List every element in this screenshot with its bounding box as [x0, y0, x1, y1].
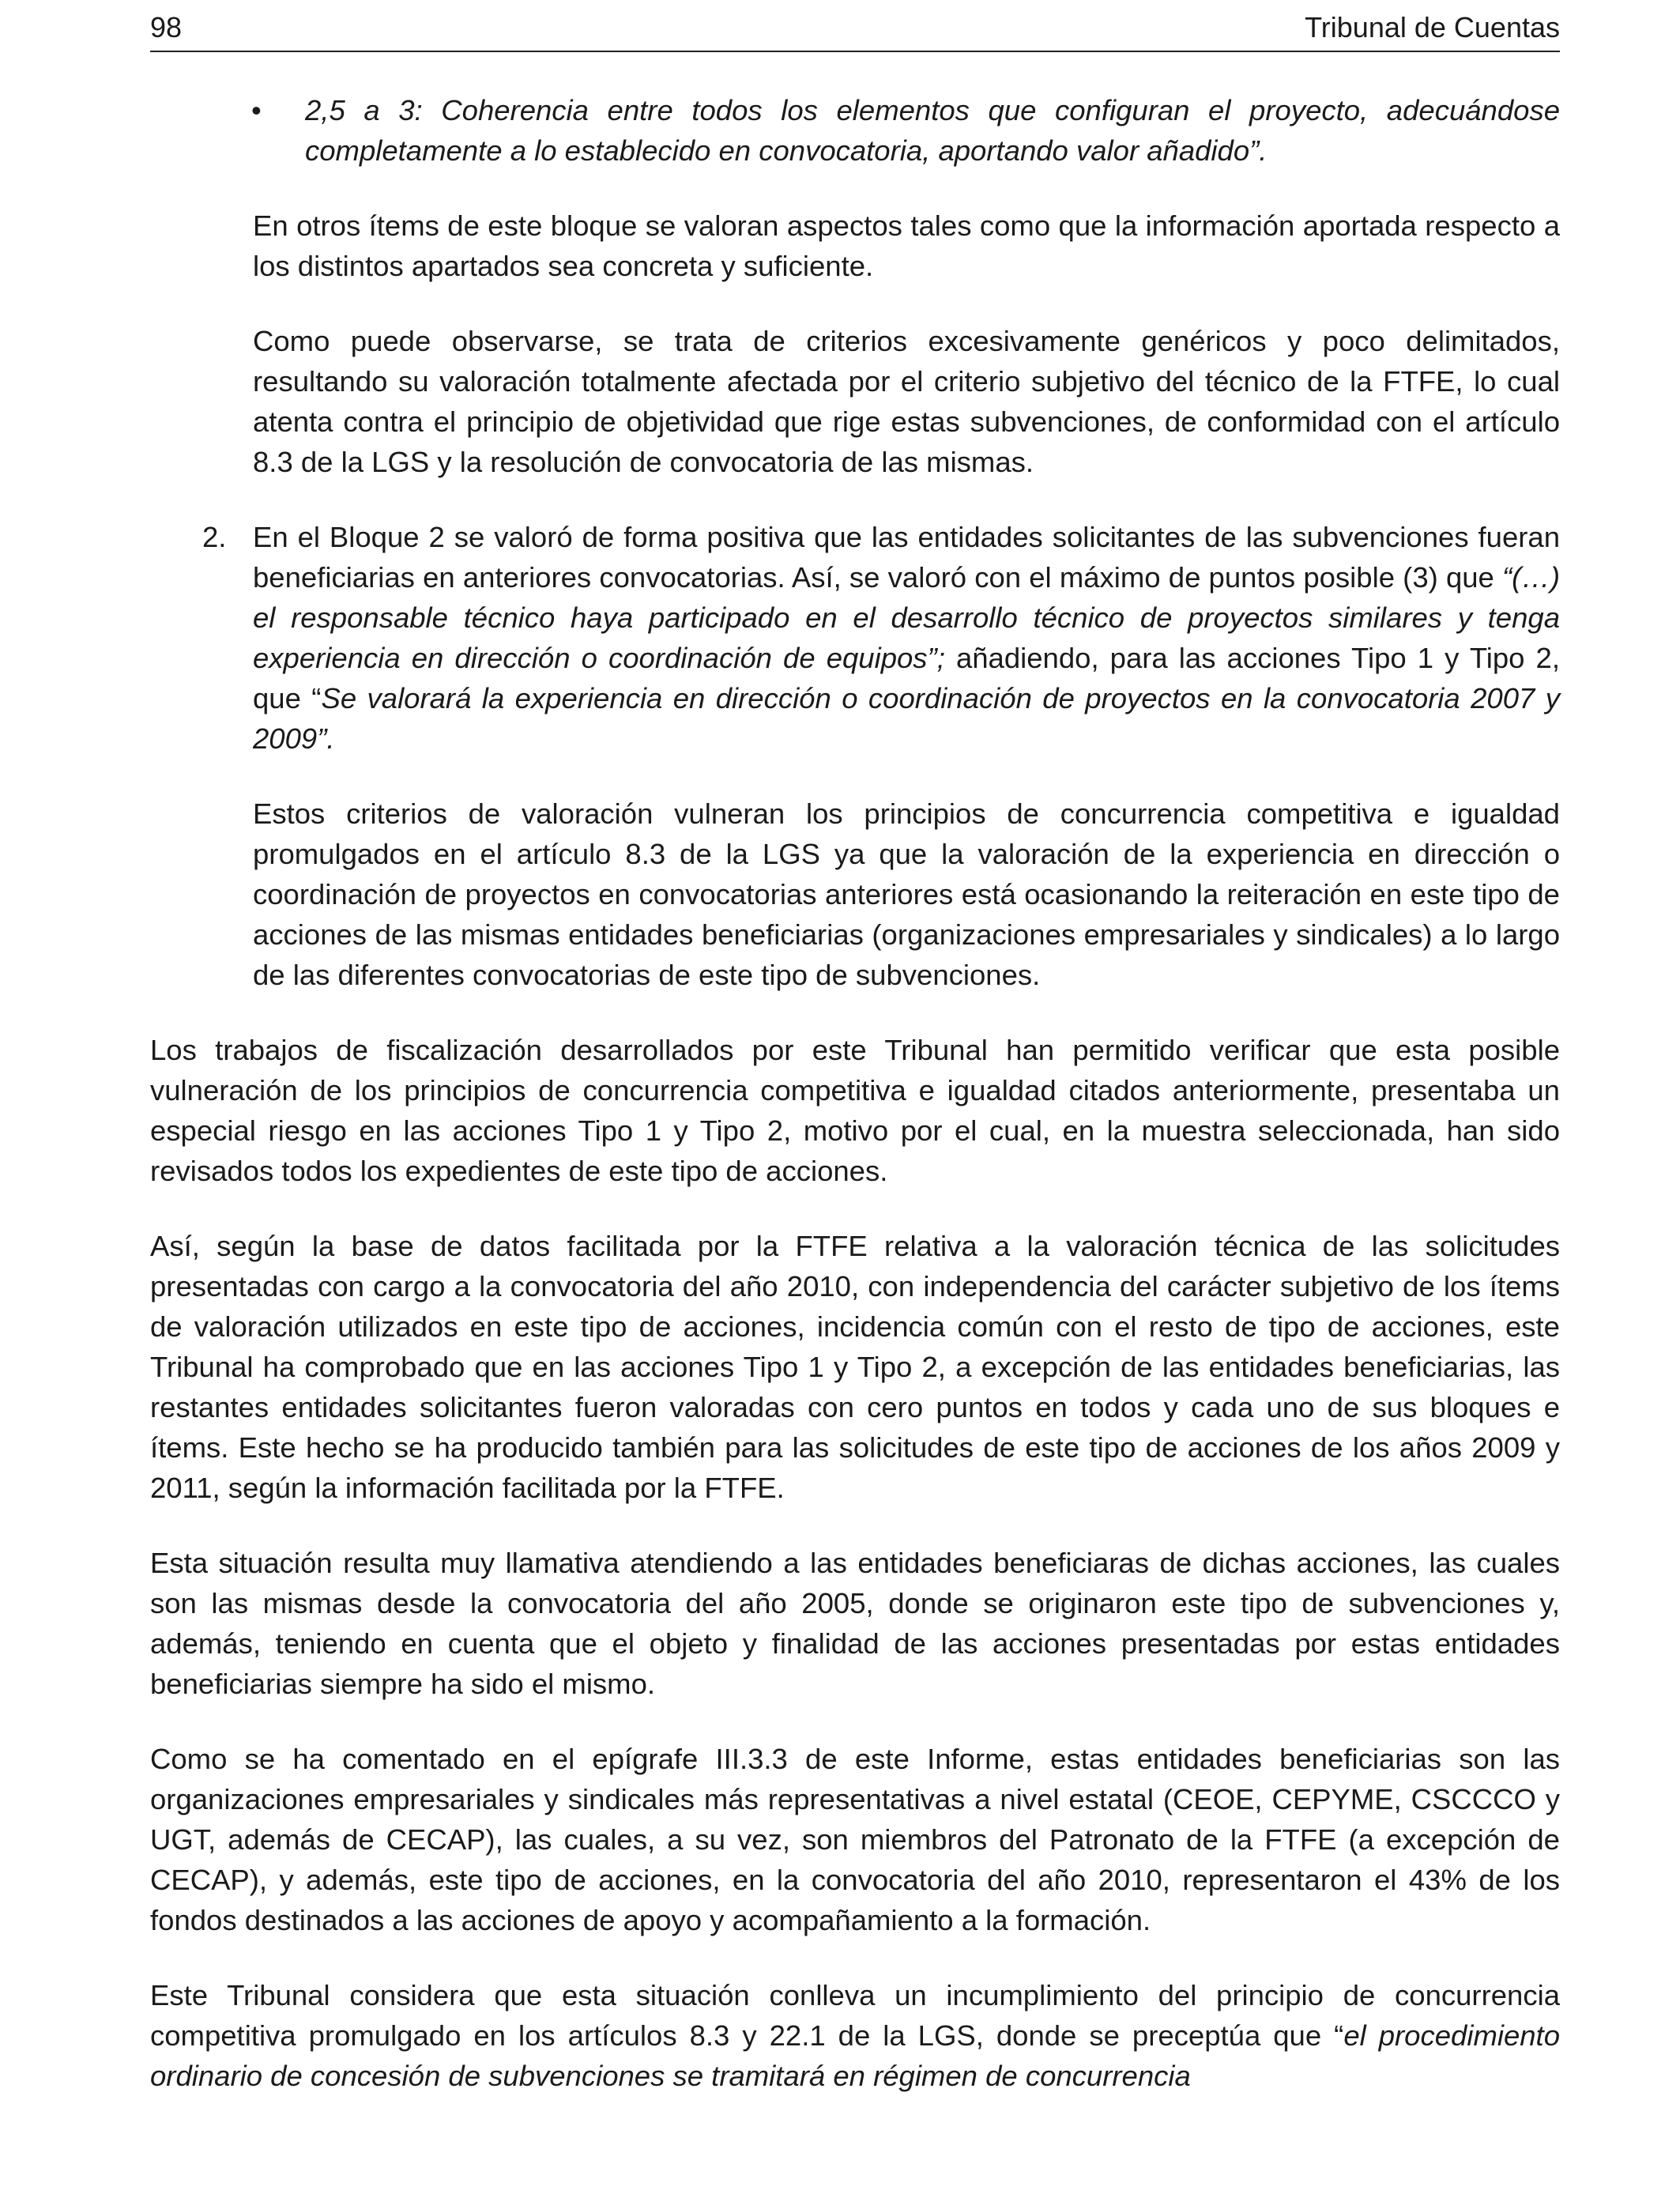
page-body: [150, 90, 1560, 2131]
document-title: Tribunal de Cuentas: [1305, 11, 1560, 43]
item-text: añadiendo, para las acciones Tipo 1 y Tipo 2, que “: [253, 642, 1560, 714]
paragraph: Estos criterios de valoración vulneran los principios de concurrencia competitiva e igualdad promulgados en el artículo 8.3 de la LGS ya que la valoración de la experiencia en dirección o coordinación de proyectos en convocatorias anteriores está ocasionando la reiteración en este tipo de acciones de las mismas entidades beneficiarias (organizaciones empresariales y sindicales) a lo largo de las diferentes convocatorias de este tipo de subvenciones.: [253, 797, 1560, 991]
paragraph: Los trabajos de fiscalización desarrollados por este Tribunal han permitido verificar que esta posible vulneración de los principios de concurrencia competitiva e igualdad citados anteriormente, presentaba un especial riesgo en las acciones Tipo 1 y Tipo 2, motivo por el cual, en la muestra seleccionada, han sido revisados todos los expedientes de este tipo de acciones.: [150, 1034, 1560, 1187]
paragraph-quote: el procedimiento ordinario de concesión de subvenciones se tramitará en régimen de concurrencia: [150, 2019, 1560, 2092]
bullet-item: [150, 90, 1560, 171]
bullet-icon: •: [251, 94, 262, 126]
item-text: En el Bloque 2 se valoró de forma positiva que las entidades solicitantes de las subvenciones fueran beneficiarias en anteriores convocatorias. Así, se valoró con el máximo de puntos posible (3) que: [253, 521, 1560, 594]
paragraph-text: Este Tribunal considera que esta situación conlleva un incumplimiento del principio de concurrencia competitiva promulgado en los artículos 8.3 y 22.1 de la LGS, donde se preceptúa que “: [150, 1979, 1560, 2052]
numbered-item: [150, 517, 1560, 759]
page-header: [150, 8, 1560, 52]
paragraph: Esta situación resulta muy llamativa atendiendo a las entidades beneficiaras de dichas acciones, las cuales son las mismas desde la convocatoria del año 2005, donde se originaron este tipo de subvenciones y, además, teniendo en cuenta que el objeto y finalidad de las acciones presentadas por estas entidades beneficiarias siempre ha sido el mismo.: [150, 1547, 1560, 1700]
item-number: 2.: [202, 521, 227, 553]
paragraph: Como puede observarse, se trata de criterios excesivamente genéricos y poco delimitados, resultando su valoración totalmente afectada por el criterio subjetivo del técnico de la FTFE, lo cual atenta contra el principio de objetividad que rige estas subvenciones, de conformidad con el artículo 8.3 de la LGS y la resolución de convocatoria de las mismas.: [253, 325, 1560, 478]
paragraph: En otros ítems de este bloque se valoran aspectos tales como que la información aportada respecto a los distintos apartados sea concreta y suficiente.: [253, 209, 1560, 282]
paragraph: Como se ha comentado en el epígrafe III.3.3 de este Informe, estas entidades beneficiarias son las organizaciones empresariales y sindicales más representativas a nivel estatal (CEOE, CEPYME, CSCCCO y UGT, además de CECAP), las cuales, a su vez, son miembros del Patronato de la FTFE (a excepción de CECAP), y además, este tipo de acciones, en la convocatoria del año 2010, representaron el 43% de los fondos destinados a las acciones de apoyo y acompañamiento a la formación.: [150, 1743, 1560, 1936]
paragraph: Así, según la base de datos facilitada por la FTFE relativa a la valoración técnica de las solicitudes presentadas con cargo a la convocatoria del año 2010, con independencia del carácter subjetivo de los ítems de valoración utilizados en este tipo de acciones, incidencia común con el resto de tipo de acciones, este Tribunal ha comprobado que en las acciones Tipo 1 y Tipo 2, a excepción de las entidades beneficiarias, las restantes entidades solicitantes fueron valoradas con cero puntos en todos y cada uno de sus bloques e ítems. Este hecho se ha producido también para las solicitudes de este tipo de acciones de los años 2009 y 2011, según la información facilitada por la FTFE.: [150, 1230, 1560, 1504]
page-number: 98: [150, 11, 183, 43]
bullet-text: 2,5 a 3: Coherencia entre todos los elementos que configuran el proyecto, adecuándose completamente a lo establecido en convocatoria, aportando valor añadido”.: [305, 94, 1560, 167]
item-quote: Se valorará la experiencia en dirección o coordinación de proyectos en la convocatoria 2007 y 2009”.: [253, 682, 1560, 755]
item-quote: “(…) el responsable técnico haya participado en el desarrollo técnico de proyectos similares y tenga experiencia en dirección o coordinación de equipos”;: [253, 561, 1560, 674]
paragraph: [150, 1975, 1560, 2096]
